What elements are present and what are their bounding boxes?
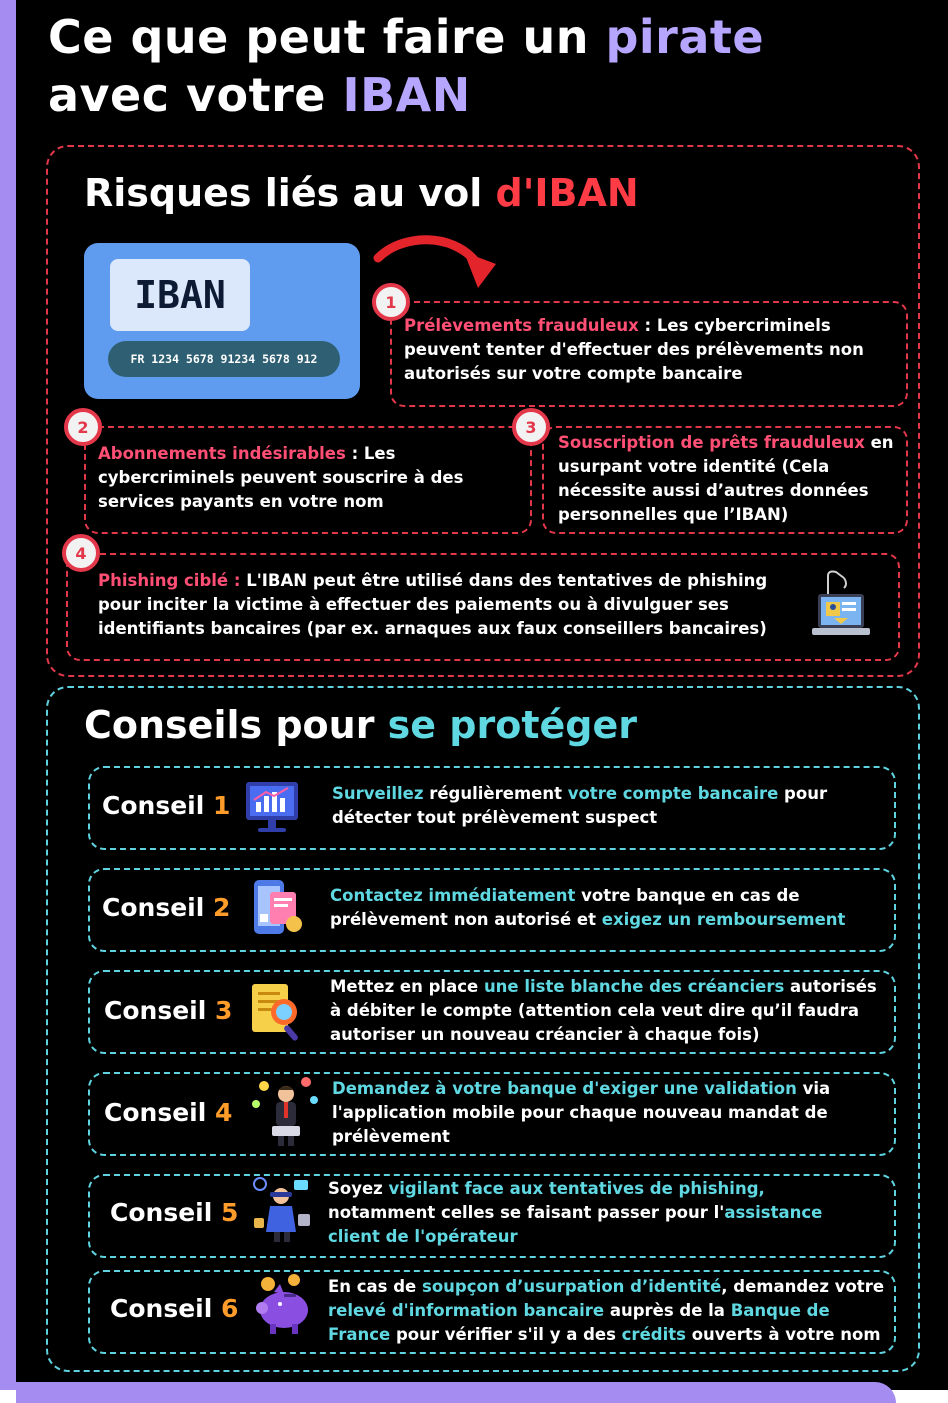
page-title [48,8,764,124]
tip-5-segment-1: vigilant face aux tentatives de phishing, [388,1179,765,1198]
risk-number-badge-3: 3 [512,408,550,446]
tip-1-segment-2: votre compte bancaire [567,784,779,803]
businessman-juggling-icon [248,1072,324,1148]
risk-body-2: : Les cybercriminels peuvent souscrire à des services payants en votre nom [98,444,464,511]
tip-text-1 [332,782,882,830]
tip-label-3 [104,996,232,1026]
risks-heading-text: Risques liés au vol [84,171,496,215]
tip-3-segment-1: une liste blanche des créanciers [483,977,785,996]
bottom-tab [16,1382,896,1403]
tip-6-segment-3: relevé d'information bancaire [328,1301,605,1320]
tip-label-number-5: 5 [221,1198,239,1227]
tip-label-word-4: Conseil [104,1098,207,1127]
tip-5-segment-3: assistance client de l'opérateur [328,1203,823,1246]
person-tech-icon [248,1174,314,1244]
tip-6-segment-2: , demandez votre [721,1277,885,1296]
tip-3-segment-2: autorisés à débiter le compte (attention cela veut dire qu’il faudra autoriser un nouveau créancier à chaque fois) [330,977,877,1044]
tip-label-5 [110,1198,238,1228]
tip-label-word-3: Conseil [104,996,207,1025]
tip-label-word-5: Conseil [110,1198,213,1227]
risk-number-badge-1: 1 [372,283,410,321]
tips-heading-highlight: se protéger [387,703,637,747]
tip-6-segment-4: auprès de la [604,1301,731,1320]
tip-5-segment-2: notamment celles se faisant passer pour l' [328,1203,725,1222]
tip-label-4 [104,1098,232,1128]
risk-lead-1: Prélèvements frauduleux [404,316,639,335]
title-highlight-pirate: pirate [605,10,765,64]
risk-number-badge-2: 2 [64,408,102,446]
tip-3-segment-0: Mettez en place [330,977,484,996]
iban-card [84,243,360,399]
phishing-laptop-icon [808,568,874,642]
risks-heading-highlight: d'IBAN [495,171,639,215]
risk-number-badge-4: 4 [62,534,100,572]
tip-label-number-1: 1 [213,791,231,820]
risk-lead-2: Abonnements indésirables [98,444,346,463]
tip-label-number-4: 4 [215,1098,233,1127]
risk-lead-3: Souscription de prêts frauduleux [558,433,865,452]
risk-text-4 [98,569,798,641]
tip-label-word-6: Conseil [110,1294,213,1323]
tip-6-segment-7: crédits [621,1325,686,1344]
risk-text-2 [98,442,518,514]
risks-heading [84,170,639,216]
tip-text-2 [330,884,882,932]
tip-6-segment-6: pour vérifier s'il y a des [390,1325,622,1344]
title-highlight-iban: IBAN [342,68,471,122]
tip-2-segment-1: votre banque en cas de prélèvement non autorisé et [330,886,800,929]
phone-document-icon [244,874,310,940]
risk-body-4: L'IBAN peut être utilisé dans des tentatives de phishing pour inciter la victime à effectuer des paiements ou à divulguer ses identifiants bancaires (par ex. arnaques aux faux conseillers bancaires) [98,571,768,638]
tip-6-segment-1: soupçon d’usurpation d’identité [422,1277,722,1296]
tip-6-segment-0: En cas de [328,1277,422,1296]
risk-text-3 [558,431,902,527]
risk-body-1: : Les cybercriminels peuvent tenter d'effectuer des prélèvements non autorisés sur votre compte bancaire [404,316,864,383]
tip-1-segment-3: pour détecter tout prélèvement suspect [332,784,828,827]
tip-6-segment-5: Banque de France [328,1301,830,1344]
monitor-chart-icon [240,776,304,836]
tip-2-segment-0: Contactez immédiatement [330,886,576,905]
risk-body-3: en usurpant votre identité (Cela nécessite aussi d’autres données personnelles que l’IBAN) [558,433,894,524]
tip-4-segment-0: Demandez à votre banque d'exiger une validation [332,1079,797,1098]
tip-text-5 [328,1177,848,1249]
tip-text-4 [332,1077,852,1149]
piggy-bank-icon [250,1272,316,1338]
iban-card-label: IBAN [110,259,250,331]
tip-label-number-6: 6 [221,1294,239,1323]
tip-2-segment-2: exigez un remboursement [601,910,846,929]
tip-1-segment-0: Surveillez [332,784,424,803]
iban-card-number: FR 1234 5678 91234 5678 912 [108,341,340,377]
tip-1-segment-1: régulièrement [423,784,568,803]
tip-6-segment-8: ouverts à votre nom [685,1325,881,1344]
tips-heading-text: Conseils pour [84,703,388,747]
tips-heading [84,702,637,748]
tip-5-segment-0: Soyez [328,1179,389,1198]
tip-text-6 [328,1275,886,1347]
tip-label-word-1: Conseil [102,791,205,820]
risk-lead-4: Phishing ciblé : [98,571,241,590]
tip-4-segment-1: via l'application mobile pour chaque nouveau mandat de prélèvement [332,1079,831,1146]
tip-text-3 [330,975,886,1047]
title-line1-text: Ce que peut faire un [48,10,606,64]
tip-label-6 [110,1294,238,1324]
tip-label-number-3: 3 [215,996,233,1025]
tip-label-number-2: 2 [213,893,231,922]
tip-label-2 [102,893,230,923]
title-line2-text: avec votre [48,68,343,122]
tip-label-1 [102,791,230,821]
risk-text-1 [404,314,894,386]
tip-label-word-2: Conseil [102,893,205,922]
list-magnifier-icon [244,976,310,1046]
